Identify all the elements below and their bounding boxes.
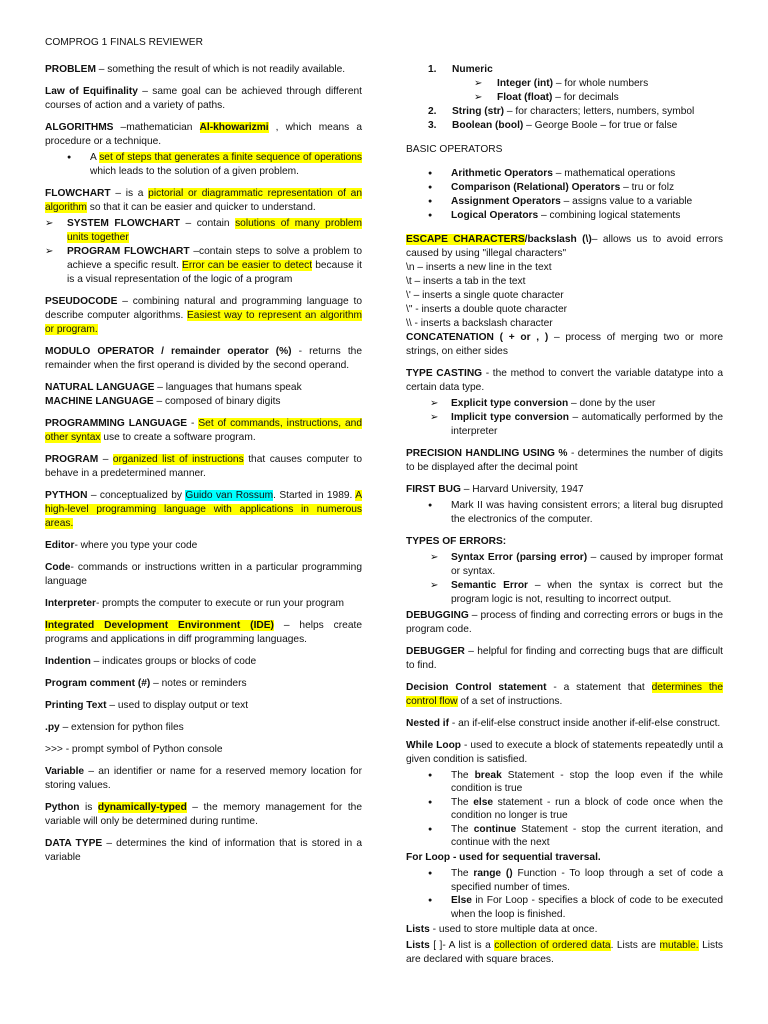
arrow-bullet-icon: ➢ (45, 218, 54, 229)
right-column (406, 63, 723, 975)
definition-debugging: DEBUGGING – process of finding and correcting errors or bugs in the program code. (406, 610, 723, 635)
list-item: \' – inserts a single quote character (406, 290, 564, 301)
for-loop-list (406, 867, 723, 921)
definition-lists: Lists - used to store multiple data at once. (406, 924, 598, 936)
list-item: ● Mark II was having consistent errors; a literal bug disrupted the electronics of the computer. (406, 499, 723, 527)
definition-decision-control: Decision Control statement - a statement that determines the control flow of a set of instructions. (406, 682, 724, 707)
definition-ide: Integrated Development Environment (IDE) – helps create programs and applications in diff programming languages. (45, 620, 362, 645)
definition-printing: Printing Text – used to display output or text (45, 700, 249, 711)
definition-flowchart: FLOWCHART – is a pictorial or diagrammatic representation of an algorithm so that it can be easier and quicker to understand. (45, 188, 362, 213)
type-casting-list (406, 397, 723, 439)
list-item: ● Comparison (Relational) Operators – tru or folz (406, 181, 723, 195)
list-item: ➢ PROGRAM FLOWCHART –contain steps to solve a problem to achieve a specific result. Error can be easier to detect because it is a visual representation of the logic of a program (45, 246, 362, 285)
list-item: ● Arithmetic Operators – mathematical operations (406, 167, 723, 181)
definition-algorithms: ALGORITHMS –mathematician Al-khowarizmi , which means a procedure or a technique. (45, 122, 362, 147)
list-item: \" - inserts a double quote character (406, 304, 568, 315)
list-item: ➢ Syntax Error (parsing error) – caused by improper format or syntax. (430, 552, 723, 577)
definition-editor: Editor- where you type your code (45, 540, 198, 551)
definition-python: PYTHON – conceptualized by Guido van Rossum. Started in 1989. A high-level programming language with applications in numerous areas. (45, 490, 363, 529)
definition-code: Code- commands or instructions written in a particular programming language (45, 562, 362, 587)
definition-pseudocode: PSEUDOCODE – combining natural and programming language to describe computer algorithms. Easiest way to represent an algorithm or program. (45, 296, 362, 335)
escape-list (406, 261, 723, 331)
definition-debugger: DEBUGGER – helpful for finding and correcting bugs that are difficult to find. (406, 646, 723, 671)
arrow-bullet-icon: ➢ (45, 246, 54, 257)
list-item: ● Else in For Loop - specifies a block of code to be executed when the loop is finished. (406, 894, 723, 921)
definition-languages: NATURAL LANGUAGE – languages that humans speak MACHINE LANGUAGE – composed of binary digits (45, 382, 302, 407)
list-item: 1. Numeric (428, 64, 493, 75)
arrow-bullet-icon: ➢ (430, 580, 439, 591)
definition-type-casting: TYPE CASTING - the method to convert the variable datatype into a certain data type. (406, 368, 723, 393)
definition-lists-detail: Lists [ ]- A list is a collection of ordered data. Lists are mutable. Lists are declared with square braces. (406, 940, 724, 966)
list-item: ● Assignment Operators – assigns value to a variable (406, 195, 723, 209)
definition-dynamic-typing: Python is dynamically-typed – the memory management for the variable will only be determined during runtime. (45, 802, 362, 827)
while-loop-list (406, 769, 723, 849)
definition-concatenation: CONCATENATION ( + or , ) – process of merging two or more strings, on either sides (406, 332, 723, 357)
definition-escape-characters: ESCAPE CHARACTERS/backslash (\)– allows us to avoid errors caused by using "illegal characters" (406, 234, 723, 259)
list-item: \\ - inserts a backslash character (406, 318, 553, 329)
list-item: ● A set of steps that generates a finite sequence of operations which leads to the solution of a given problem. (45, 151, 362, 179)
definition-while-loop: While Loop - used to execute a block of statements repeatedly until a given condition is satisfied. (406, 740, 724, 765)
list-item: 2. String (str) – for characters; letters, numbers, symbol (428, 106, 695, 117)
list-item: 3. Boolean (bool) – George Boole – for true or false (428, 120, 678, 131)
algorithms-list (45, 151, 362, 179)
list-item: ➢ Implicit type conversion – automatically performed by the interpreter (430, 412, 724, 437)
definition-problem: PROBLEM – something the result of which is not readily available. (45, 64, 346, 75)
document-title: COMPROG 1 FINALS REVIEWER (45, 37, 203, 48)
left-column (45, 36, 362, 873)
arrow-bullet-icon: ➢ (430, 552, 439, 563)
list-item: ● Logical Operators – combining logical statements (406, 209, 723, 223)
list-item: ● The range () Function - To loop through a set of code a specified number of times. (406, 867, 723, 894)
definition-first-bug: FIRST BUG – Harvard University, 1947 (406, 484, 584, 495)
definition-modulo: MODULO OPERATOR / remainder operator (%) - returns the remainder when the first operand is divided by the second operand. (45, 346, 362, 371)
operators-list (406, 167, 723, 223)
first-bug-list (406, 499, 723, 527)
list-item: ➢ SYSTEM FLOWCHART – contain solutions of many problem units together (45, 218, 362, 243)
definition-programming-language: PROGRAMMING LANGUAGE - Set of commands, instructions, and other syntax use to create a software program. (45, 418, 362, 443)
arrow-bullet-icon: ➢ (430, 412, 439, 423)
definition-indention: Indention – indicates groups or blocks of code (45, 656, 257, 667)
definition-prompt: >>> - prompt symbol of Python console (45, 744, 223, 755)
data-types-list (406, 63, 723, 133)
list-item: ● The continue Statement - stop the current iteration, and continue with the next (406, 823, 723, 850)
definition-equifinality: Law of Equifinality – same goal can be achieved through different courses of action and a variety of paths. (45, 86, 362, 111)
definition-for-loop: For Loop - used for sequential traversal. (406, 852, 601, 864)
definition-interpreter: Interpreter- prompts the computer to execute or run your program (45, 598, 344, 609)
arrow-bullet-icon: ➢ (430, 398, 439, 409)
list-item: \t – inserts a tab in the text (406, 276, 526, 287)
list-item: ➢ Float (float) – for decimals (474, 92, 619, 103)
definition-datatype: DATA TYPE – determines the kind of information that is stored in a variable (45, 838, 362, 863)
definition-variable: Variable – an identifier or name for a reserved memory location for storing values. (45, 766, 362, 791)
list-item: ➢ Semantic Error – when the syntax is correct but the program logic is not, resulting to incorrect output. (430, 580, 723, 605)
section-heading-types-of-errors: TYPES OF ERRORS: (406, 536, 507, 547)
arrow-bullet-icon: ➢ (474, 92, 483, 103)
list-item: \n – inserts a new line in the text (406, 262, 552, 273)
definition-precision: PRECISION HANDLING USING % - determines the number of digits to be displayed after the decimal point (406, 448, 723, 473)
arrow-bullet-icon: ➢ (474, 78, 483, 89)
flowchart-types-list (45, 217, 362, 287)
definition-nested-if: Nested if - an if-elif-else construct inside another if-elif-else construct. (406, 718, 721, 729)
definition-program: PROGRAM – organized list of instructions that causes computer to behave in a predetermined manner. (45, 454, 362, 479)
list-item: ➢ Integer (int) – for whole numbers (474, 78, 649, 89)
section-heading-basic-operators: BASIC OPERATORS (406, 144, 503, 155)
list-item: ● The else statement - run a block of code once when the condition no longer is true (406, 796, 723, 823)
definition-py: .py – extension for python files (45, 722, 184, 733)
list-item: ➢ Explicit type conversion – done by the user (430, 398, 656, 409)
definition-comment: Program comment (#) – notes or reminders (45, 678, 247, 689)
errors-list (406, 551, 723, 607)
list-item: ● The break Statement - stop the loop even if the while condition is true (406, 769, 723, 796)
